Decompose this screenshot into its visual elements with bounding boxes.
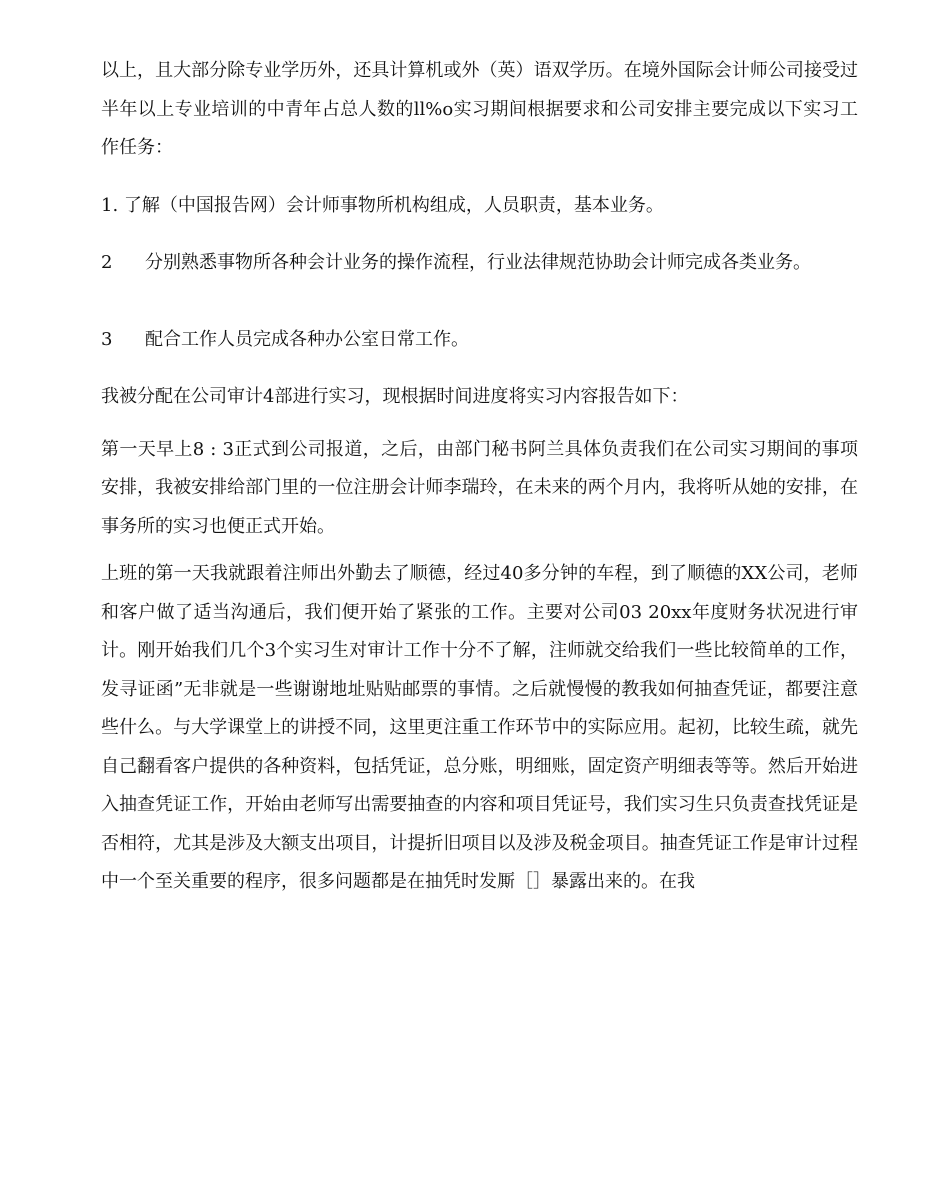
task-item-1: 1. 了解（中国报告网）会计师事物所机构组成，人员职责，基本业务。 — [101, 194, 664, 216]
task-item-3-text: 配合工作人员完成各种办公室日常工作。 — [145, 328, 469, 350]
paragraph-first-day: 第一天早上8 : 3正式到公司报道，之后，由部门秘书阿兰具体负责我们在公司实习期间的事项安排，我被安排给部门里的一位注册会计师李瑞玲，在未来的两个月内，我将听从她的安排，在事务所的实习也便正式开始。 — [101, 438, 858, 537]
task-item-3 — [101, 321, 858, 360]
paragraph-assignment: 我被分配在公司审计4部进行实习，现根据时间进度将实习内容报告如下： — [101, 386, 689, 407]
task-item-2 — [101, 244, 858, 283]
paragraph-intro: 以上，且大部分除专业学历外，还具计算机或外（英）语双学历。在境外国际会计师公司接受过半年以上专业培训的中青年占总人数的ll%o实习期间根据要求和公司安排主要完成以下实习工作任务： — [101, 60, 858, 158]
document-page — [101, 52, 858, 902]
task-item-2-text: 分别熟悉事物所各种会计业务的操作流程，行业法律规范协助会计师完成各类业务。 — [145, 252, 811, 273]
task-item-3-number: 3 — [101, 328, 113, 350]
paragraph-fieldwork: 上班的第一天我就跟着注师出外勤去了顺德，经过40多分钟的车程，到了顺德的XX公司，老师和客户做了适当沟通后，我们便开始了紧张的工作。主要对公司03 20xx年度财务状况进行审计。刚开始我们几个3个实习生对审计工作十分不了解，注师就交给我们一些比较简单的工作，发寻证函”无非就是一些谢谢地址贴贴邮票的事情。之后就慢慢的教我如何抽查凭证，都要注意些什么。与大学课堂上的讲授不同，这里更注重工作环节中的实际应用。起初，比较生疏，就先自己翻看客户提供的各种资料，包括凭证，总分账，明细账，固定资产明细表等等。然后开始进入抽查凭证工作，开始由老师写出需要抽查的内容和项目凭证号，我们实习生只负责查找凭证是否相符，尤其是涉及大额支出项目，计提折旧项目以及涉及税金项目。抽查凭证工作是审计过程中一个至关重要的程序，很多问题都是在抽凭时发厮［］暴露出来的。在我 — [101, 563, 858, 892]
task-item-2-number: 2 — [101, 252, 113, 273]
